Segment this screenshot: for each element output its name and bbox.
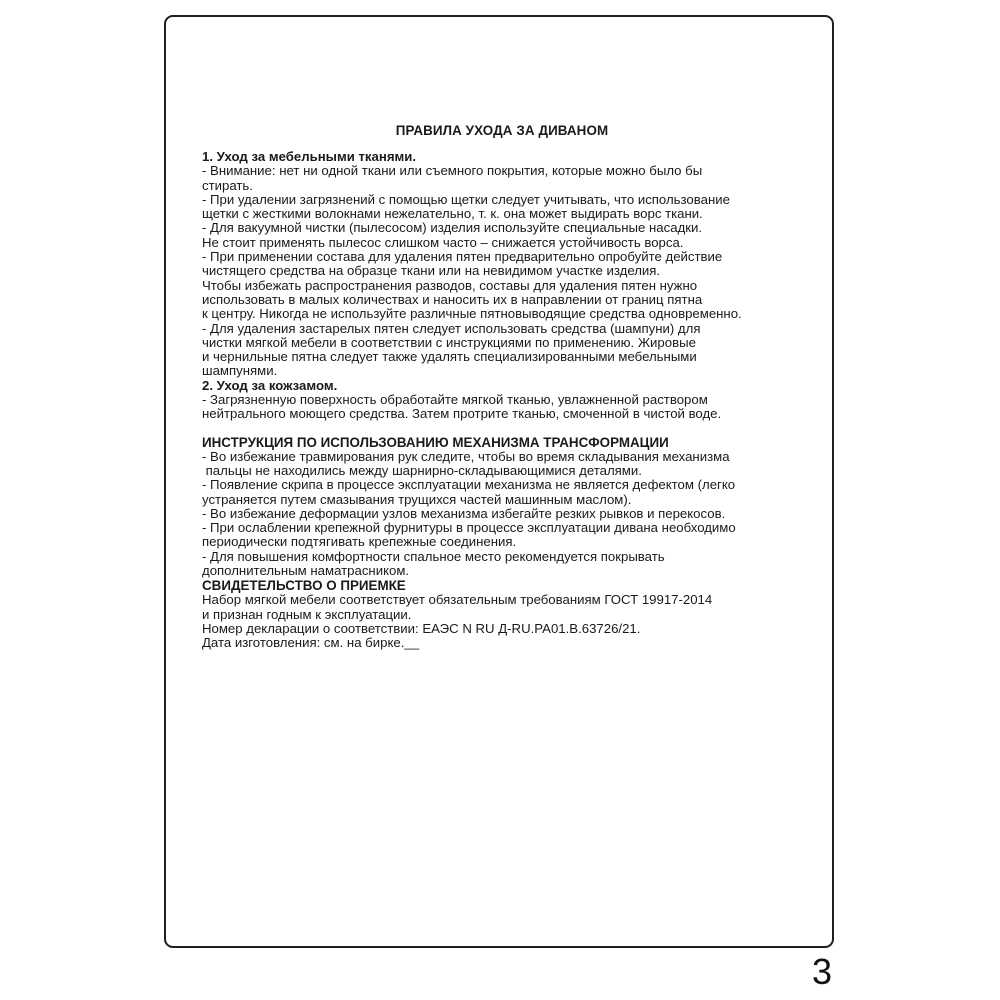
text-line: - Для вакуумной чистки (пылесосом) изделия используйте специальные насадки. xyxy=(202,220,703,236)
text-line: нейтрального моющего средства. Затем протрите тканью, смоченной в чистой воде. xyxy=(202,406,722,422)
text-line: Номер декларации о соответствии: ЕАЭС N RU Д-RU.РА01.В.63726/21. xyxy=(202,620,641,636)
text-line: чистки мягкой мебели в соответствии с инструкциями по применению. Жировые xyxy=(202,334,696,350)
text-line: - Для удаления застарелых пятен следует использовать средства (шампуни) для xyxy=(202,320,701,336)
document-title: ПРАВИЛА УХОДА ЗА ДИВАНОМ xyxy=(395,123,609,138)
document-body xyxy=(202,122,802,651)
text-line: к центру. Никогда не используйте различные пятновыводящие средства одновременно. xyxy=(202,306,742,322)
text-line: - Во избежание травмирования рук следите, чтобы во время складывания механизма xyxy=(202,448,730,464)
text-line: - При применении состава для удаления пятен предварительно опробуйте действие xyxy=(202,249,723,265)
text-line: - Во избежание деформации узлов механизма избегайте резких рывков и перекосов. xyxy=(202,505,726,521)
text-line: использовать в малых количествах и наносить их в направлении от границ пятна xyxy=(202,291,703,307)
page-number: 3 xyxy=(812,951,833,992)
text-line: дополнительным наматрасником. xyxy=(202,563,410,579)
text-line: Дата изготовления: см. на бирке.__ xyxy=(202,635,420,651)
text-line: - При ослаблении крепежной фурнитуры в процессе эксплуатации дивана необходимо xyxy=(202,520,736,536)
text-line: Чтобы избежать распространения разводов, составы для удаления пятен нужно xyxy=(202,277,698,293)
spacer xyxy=(202,422,802,435)
section-leatherette-care xyxy=(202,379,802,422)
text-line: - При удалении загрязнений с помощью щетки следует учитывать, что использование xyxy=(202,191,730,207)
section-certificate xyxy=(202,578,802,650)
text-line: периодически подтягивать крепежные соединения. xyxy=(202,534,517,550)
section-heading: СВИДЕТЕЛЬСТВО О ПРИЕМКЕ xyxy=(202,578,406,594)
section-heading: ИНСТРУКЦИЯ ПО ИСПОЛЬЗОВАНИЮ МЕХАНИЗМА ТРАНСФОРМАЦИИ xyxy=(202,434,669,450)
text-line: устраняется путем смазывания трущихся частей машинным маслом). xyxy=(202,491,632,507)
text-line: шампунями. xyxy=(202,363,278,379)
text-line: - Внимание: нет ни одной ткани или съемного покрытия, которые можно было бы xyxy=(202,163,703,179)
text-line: - Появление скрипа в процессе эксплуатации механизма не является дефектом (легко xyxy=(202,477,736,493)
section-mechanism xyxy=(202,435,802,579)
text-line: пальцы не находились между шарнирно-складывающимися деталями. xyxy=(202,462,642,478)
text-line: стирать. xyxy=(202,177,253,193)
section-fabric-care xyxy=(202,150,802,379)
text-line: - Для повышения комфортности спальное место рекомендуется покрывать xyxy=(202,548,665,564)
text-line: чистящего средства на образце ткани или на невидимом участке изделия. xyxy=(202,263,661,279)
text-line: Набор мягкой мебели соответствует обязательным требованиям ГОСТ 19917-2014 xyxy=(202,592,713,608)
text-line: щетки с жесткими волокнами нежелательно, т. к. она может выдирать ворс ткани. xyxy=(202,206,703,222)
text-line: Не стоит применять пылесос слишком часто – снижается устойчивость ворса. xyxy=(202,234,684,250)
text-line: и признан годным к эксплуатации. xyxy=(202,606,412,622)
section-heading: 2. Уход за кожзамом. xyxy=(202,377,338,393)
text-line: - Загрязненную поверхность обработайте мягкой тканью, увлажненной раствором xyxy=(202,392,708,408)
section-heading: 1. Уход за мебельными тканями. xyxy=(202,149,417,164)
text-line: и чернильные пятна следует также удалять специализированными мебельными xyxy=(202,349,697,365)
